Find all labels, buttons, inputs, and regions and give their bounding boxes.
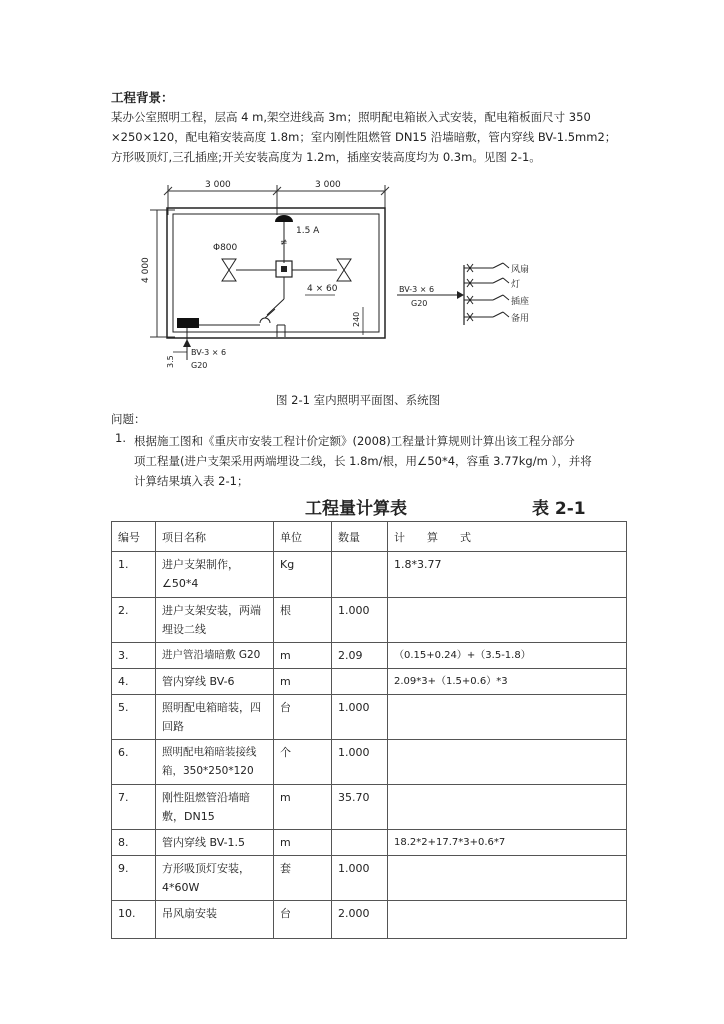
row-number: 8. <box>112 830 156 856</box>
row-name: 刚性阻燃管沿墙暗敷，DN15 <box>156 785 274 830</box>
table-row <box>112 901 627 939</box>
row-qty <box>332 552 388 598</box>
table-row <box>112 830 627 856</box>
row-qty: 35.70 <box>332 785 388 830</box>
background-line: 方形吸顶灯,三孔插座;开关安装高度为 1.2m，插座安装高度均为 0.3m。见图 2-1。 <box>111 150 541 164</box>
header-cell: 单位 <box>274 522 332 552</box>
floor-plan-diagram <box>105 175 530 390</box>
table-header-row <box>112 522 627 552</box>
wire-marks: ≠ <box>280 238 288 248</box>
row-formula <box>388 856 627 901</box>
lamp-spec-label: 4 × 60 <box>307 284 338 294</box>
row-unit: m <box>274 830 332 856</box>
row-qty: 1.000 <box>332 740 388 785</box>
row-qty: 2.000 <box>332 901 388 939</box>
row-name: 进户管沿墙暗敷 G20 <box>156 643 274 669</box>
circuit-label: 插座 <box>511 297 530 307</box>
row-formula: 2.09*3+（1.5+0.6）*3 <box>388 669 627 695</box>
row-unit: m <box>274 669 332 695</box>
row-number: 2. <box>112 598 156 643</box>
question-line: 计算结果填入表 2-1； <box>134 474 249 488</box>
row-formula <box>388 740 627 785</box>
sys-conduit-label: G20 <box>411 299 428 308</box>
row-unit: Kg <box>274 552 332 598</box>
table-row <box>112 552 627 598</box>
fan-current-label: 1.5 A <box>296 226 320 236</box>
circuit-label: 灯 <box>511 280 521 290</box>
table-title: 工程量计算表 <box>305 499 407 519</box>
row-number: 3. <box>112 643 156 669</box>
table-row <box>112 785 627 830</box>
row-formula <box>388 598 627 643</box>
circuit-label: 风扇 <box>511 265 530 275</box>
row-qty: 1.000 <box>332 856 388 901</box>
table-row <box>112 669 627 695</box>
row-formula: 1.8*3.77 <box>388 552 627 598</box>
background-paragraph <box>111 107 623 167</box>
row-formula <box>388 695 627 740</box>
fan-outlet-icon <box>275 215 293 222</box>
quantity-table <box>111 521 627 939</box>
questions-label: 问题： <box>111 412 146 426</box>
entry-cable-label: BV-3 × 6 <box>191 348 227 357</box>
sys-cable-label: BV-3 × 6 <box>399 285 435 294</box>
row-number: 4. <box>112 669 156 695</box>
circuit-breaker-socket <box>464 295 509 304</box>
row-name: 进户支架安装，两端埋设二线 <box>156 598 274 643</box>
row-unit: 台 <box>274 901 332 939</box>
row-unit: 台 <box>274 695 332 740</box>
table-number: 表 2-1 <box>532 499 586 519</box>
header-cell: 计 算 式 <box>388 522 627 552</box>
dim-height-label: 4 000 <box>141 257 151 283</box>
row-formula <box>388 785 627 830</box>
row-number: 7. <box>112 785 156 830</box>
distribution-box-icon <box>177 318 199 328</box>
dimension-left <box>150 210 175 337</box>
row-unit: m <box>274 785 332 830</box>
table-row <box>112 643 627 669</box>
dimension-top <box>164 185 389 215</box>
row-unit: 根 <box>274 598 332 643</box>
circuit-label: 备用 <box>511 314 530 324</box>
header-cell: 项目名称 <box>156 522 274 552</box>
background-heading: 工程背景： <box>111 90 174 105</box>
row-unit: 套 <box>274 856 332 901</box>
table-row <box>112 740 627 785</box>
row-name: 方形吸顶灯安装，4*60W <box>156 856 274 901</box>
circuit-breaker-spare <box>464 312 509 321</box>
fan-right-icon <box>337 259 351 281</box>
table-row <box>112 695 627 740</box>
row-number: 10. <box>112 901 156 939</box>
row-qty: 1.000 <box>332 598 388 643</box>
circuit-breaker-fan <box>464 263 509 272</box>
background-line: ×250×120，配电箱安装高度 1.8m；室内刚性阻燃管 DN15 沿墙暗敷，管内穿线 BV-1.5mm2； <box>111 130 617 144</box>
row-formula: 18.2*2+17.7*3+0.6*7 <box>388 830 627 856</box>
table-row <box>112 856 627 901</box>
row-unit: m <box>274 643 332 669</box>
row-number: 9. <box>112 856 156 901</box>
question-1 <box>134 431 622 491</box>
question-number: 1. <box>115 431 126 445</box>
row-qty: 1.000 <box>332 695 388 740</box>
row-number: 1. <box>112 552 156 598</box>
row-name: 吊风扇安装 <box>156 901 274 939</box>
fan-left-icon <box>222 259 236 281</box>
row-qty <box>332 669 388 695</box>
background-line: 某办公室照明工程，层高 4 m,架空进线高 3m；照明配电箱嵌入式安装，配电箱板面尺寸 350 <box>111 110 591 124</box>
switch-icon <box>260 309 275 323</box>
figure-caption: 图 2-1 室内照明平面图、系统图 <box>276 393 441 407</box>
header-cell: 编号 <box>112 522 156 552</box>
fan-diameter-label: Φ800 <box>213 243 238 253</box>
row-qty <box>332 830 388 856</box>
row-number: 6. <box>112 740 156 785</box>
row-name: 照明配电箱暗装接线箱，350*250*120 <box>156 740 274 785</box>
row-name: 照明配电箱暗装，四回路 <box>156 695 274 740</box>
row-qty: 2.09 <box>332 643 388 669</box>
row-name: 管内穿线 BV-6 <box>156 669 274 695</box>
row-formula <box>388 901 627 939</box>
header-cell: 数量 <box>332 522 388 552</box>
dim-right-label: 3 000 <box>315 180 341 190</box>
row-formula: （0.15+0.24）+（3.5-1.8） <box>388 643 627 669</box>
table-row <box>112 598 627 643</box>
box-dim-label: 240 <box>352 311 361 327</box>
entry-conduit-label: G20 <box>191 361 208 370</box>
question-line: 根据施工图和《重庆市安装工程计价定额》(2008)工程量计算规则计算出该工程分部分 <box>134 434 575 448</box>
row-name: 进户支架制作，∠50*4 <box>156 552 274 598</box>
row-name: 管内穿线 BV-1.5 <box>156 830 274 856</box>
row-unit: 个 <box>274 740 332 785</box>
entry-height-label: 3.5 <box>166 355 175 368</box>
question-line: 项工程量(进户支架采用两端埋设二线，长 1.8m/根，用∠50*4，容重 3.77kg/m ），并将 <box>134 454 592 468</box>
circuit-breaker-lamp <box>464 278 509 287</box>
row-number: 5. <box>112 695 156 740</box>
dim-left-label: 3 000 <box>205 180 231 190</box>
